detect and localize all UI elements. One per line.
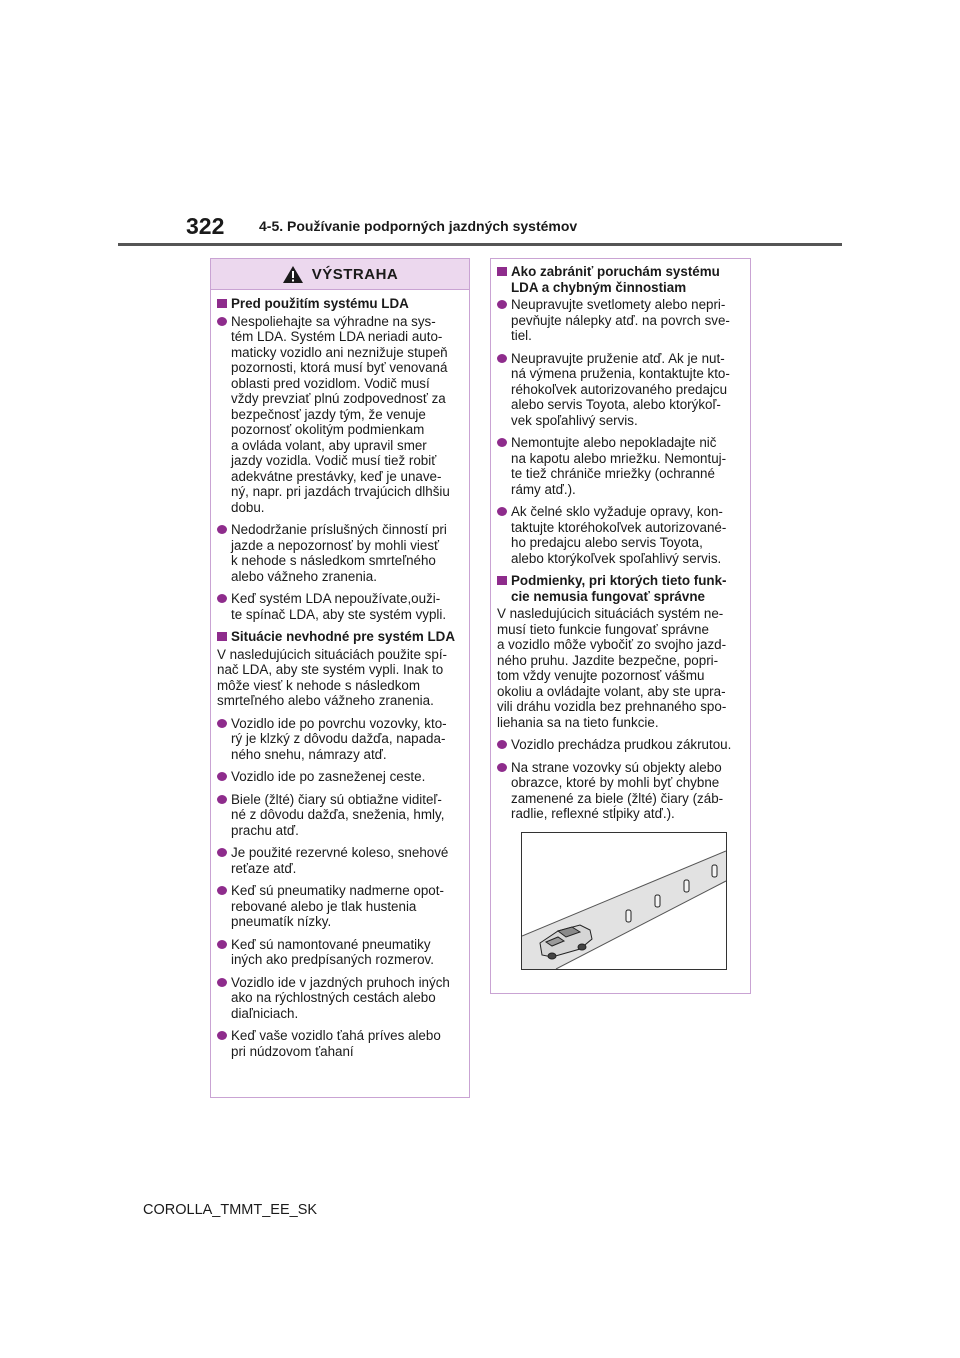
section-intro: V nasledujúcich situáciách použite spí- nač LDA, aby ste systém vypli. Inak to môže viesť k nehode s následkom smrteľného alebo vážneho zranenia. [217, 646, 448, 708]
list-item: Nespoliehajte sa výhradne na sys- tém LDA. Systém LDA neriadi auto- maticky vozidlo ani neznižuje stupeň pozornosti, ktorá musí byť venovaná oblasti pred vozidlom. Vodič musí vždy prevziať plnú zodpovednosť za bezpečnosť jazdy tým, že venuje pozornosť okolitým podmienkam a ovláda volant, aby upravil smer jazdy vozidla. Vodič musí tiež robiť adekvátne prestávky, keď je unave- ný, napr. pri jazdách trvajúcich dlhšiu dobu. [217, 314, 463, 516]
square-bullet-icon [217, 632, 227, 641]
bullet-icon [497, 300, 507, 309]
list-item: Neupravujte svetlomety alebo nepri- pevňujte nálepky atď. na povrch sve- tiel. [497, 297, 744, 344]
warning-triangle-icon [282, 265, 304, 284]
list-item: Vozidlo ide v jazdných pruhoch iných ako na rýchlostných cestách alebo diaľniciach. [217, 975, 463, 1022]
bullet-icon [497, 763, 507, 772]
continued-warning-box [490, 258, 751, 994]
section-heading: Situácie nevhodné pre systém LDA [217, 629, 463, 645]
section-heading: Ako zabrániť poruchám systému LDA a chybným činnostiam [497, 264, 744, 295]
section-heading: Pred použitím systému LDA [217, 296, 463, 312]
list-item: Keď sú namontované pneumatiky iných ako predpísaných rozmerov. [217, 937, 463, 968]
list-item: Vozidlo ide po zasneženej ceste. [217, 769, 463, 785]
page-number: 322 [186, 213, 225, 239]
bullet-icon [217, 795, 227, 804]
warning-title: VÝSTRAHA [311, 265, 399, 283]
square-bullet-icon [497, 267, 507, 276]
list-item: Neupravujte pruženie atď. Ak je nut- ná výmena pruženia, kontaktujte kto- réhokoľvek autorizovaného predajcu alebo servis Toyota, alebo ktorýkoľ- vek spoľahlivý servis. [497, 351, 744, 429]
list-item: Nemontujte alebo nepokladajte nič na kapotu alebo mriežku. Nemontuj- te tiež chrániče mriežky (ochranné rámy atď.). [497, 435, 744, 497]
square-bullet-icon [497, 576, 507, 585]
list-item: Vozidlo ide po povrchu vozovky, kto- rý je klzký z dôvodu dažďa, napada- ného snehu, námrazy atď. [217, 716, 463, 763]
bullet-icon [217, 719, 227, 728]
bullet-icon [217, 1031, 227, 1040]
list-item: Nedodržanie príslušných činností pri jazde a nepozornosť by mohli viesť k nehode s následkom smrteľného alebo vážneho zranenia. [217, 522, 463, 584]
road-reflector-illustration [521, 832, 727, 970]
bullet-icon [497, 740, 507, 749]
bullet-icon [217, 317, 227, 326]
list-item: Biele (žlté) čiary sú obtiažne viditeľ- né z dôvodu dažďa, sneženia, hmly, prachu atď. [217, 792, 463, 839]
list-item: Ak čelné sklo vyžaduje opravy, kon- taktujte ktoréhokoľvek autorizované- ho predajcu alebo servis Toyota, alebo ktorýkoľvek spoľahlivý servis. [497, 504, 744, 566]
bullet-icon [217, 940, 227, 949]
list-item: Keď systém LDA nepoužívate,ouži- te spínač LDA, aby ste systém vypli. [217, 591, 463, 622]
document-footer: COROLLA_TMMT_EE_SK [143, 1202, 318, 1218]
bullet-icon [217, 848, 227, 857]
list-item: Keď sú pneumatiky nadmerne opot- rebované alebo je tlak hustenia pneumatík nízky. [217, 883, 463, 930]
bullet-icon [217, 525, 227, 534]
list-item: Na strane vozovky sú objekty alebo obrazce, ktoré by mohli byť chybne zamenené za biele (žlté) čiary (záb- radlie, reflexné stĺpiky atď.). [497, 760, 744, 822]
bullet-icon [217, 594, 227, 603]
bullet-icon [217, 978, 227, 987]
section-title: 4-5. Používanie podporných jazdných systémov [259, 218, 578, 234]
section-intro: V nasledujúcich situáciách systém ne- musí tieto funkcie fungovať správne a vozidlo môže vybočiť zo svojho jazd- ného pruhu. Jazdite bezpečne, popri- tom vždy venujte pozornosť vášmu okoliu a ovládajte volant, aby ste upra- vili dráhu vozidla bez prehnaného spo- liehania sa na tieto funkcie. [497, 606, 727, 730]
list-item: Keď vaše vozidlo ťahá príves alebo pri núdzovom ťahaní [217, 1028, 463, 1059]
section-heading: Podmienky, pri ktorých tieto funk- cie nemusia fungovať správne [497, 573, 744, 604]
list-item: Je použité rezervné koleso, snehové reťaze atď. [217, 845, 463, 876]
warning-header [211, 259, 469, 290]
bullet-icon [217, 772, 227, 781]
square-bullet-icon [217, 299, 227, 308]
bullet-icon [497, 438, 507, 447]
bullet-icon [497, 507, 507, 516]
warning-box [210, 258, 470, 1098]
header-divider [118, 243, 842, 246]
bullet-icon [217, 886, 227, 895]
bullet-icon [497, 354, 507, 363]
list-item: Vozidlo prechádza prudkou zákrutou. [497, 737, 744, 753]
